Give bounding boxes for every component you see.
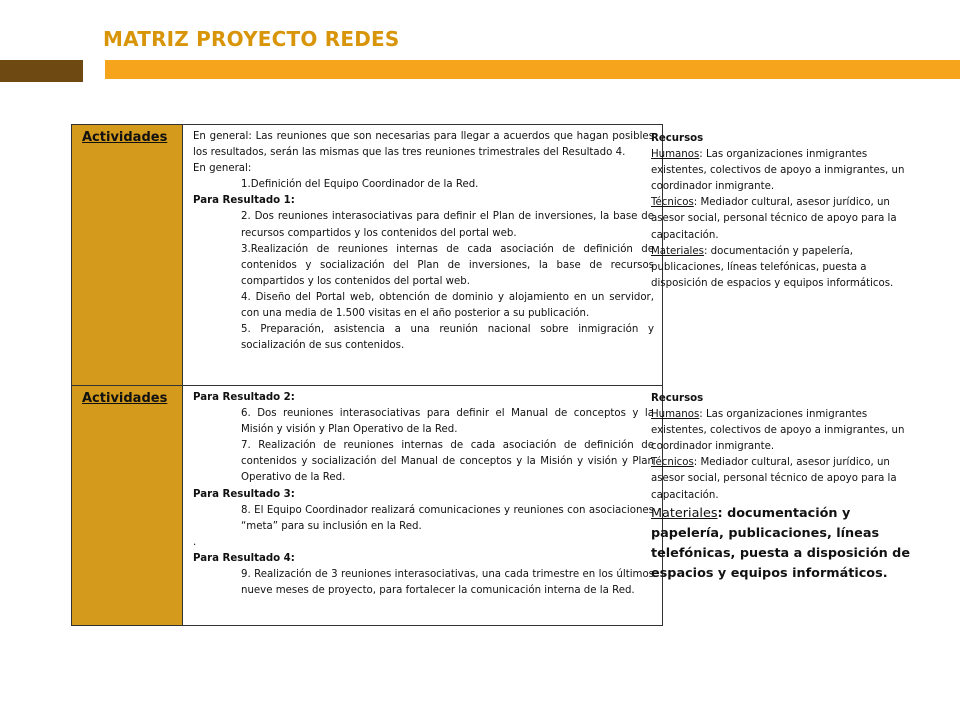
activities-cell [183,125,663,386]
activity-item: 3.Realización de reuniones internas de cada asociación de definición de contenidos y socialización del Plan de inversiones, la base de recursos compartidos y los contenidos del portal web. [241,243,654,287]
activities-table [71,124,663,626]
humanos-label: Humanos [651,149,700,161]
tecnicos-label: Técnicos [651,197,694,209]
activities-cell [183,386,663,626]
table-row [72,386,663,626]
materiales-label: Materiales [651,245,704,257]
table-row [72,125,663,386]
row-label-cell [72,386,183,626]
activity-item: 4. Diseño del Portal web, obtención de dominio y alojamiento en un servidor, con una media de 1.500 visitas en el año posterior a su publicación. [241,291,654,320]
row-label-cell [72,125,183,386]
materiales-text: : documentación y papelería, publicaciones, líneas telefónicas, puesta a disposición de espacios y equipos informáticos. [651,505,911,581]
row-label: Actividades [82,391,168,406]
result-heading: Para Resultado 2: [193,392,295,403]
humanos-text: : Las organizaciones inmigrantes existentes, colectivos de apoyo a inmigrantes, un coordinador inmigrante. [651,149,905,193]
activity-item: 1.Definición del Equipo Coordinador de la Red. [241,179,479,191]
general-heading: En general: [193,163,252,175]
resources-heading: Recursos [651,393,704,404]
resources-heading: Recursos [651,133,704,144]
resources-block [651,391,923,584]
activity-item: 7. Realización de reuniones internas de cada asociación de definición de contenidos y socialización del Manual de conceptos y la Misión y visión y Plan Operativo de la Red. [241,440,654,484]
page-title: MATRIZ PROYECTO REDES [103,27,400,51]
header-accent-block [0,60,83,82]
humanos-label: Humanos [651,409,700,421]
resources-materiales [651,244,923,292]
tecnicos-label: Técnicos [651,457,694,469]
result-heading: Para Resultado 4: [193,552,295,564]
result-heading: Para Resultado 3: [193,488,295,500]
tecnicos-text: : Mediador cultural, asesor jurídico, un asesor social, personal técnico de apoyo para la capacitación. [651,457,897,501]
activity-item: 9. Realización de 3 reuniones interasociativas, una cada trimestre en los últimos nueve meses de proyecto, para fortalecer la comunicación interna de la Red. [241,569,654,597]
materiales-label: Materiales [651,505,718,521]
activity-item: 2. Dos reuniones interasociativas para definir el Plan de inversiones, la base de recursos compartidos y los contenidos del portal web. [241,211,654,239]
resources-humanos [651,407,923,455]
resources-materiales [651,504,923,584]
activity-item: 5. Preparación, asistencia a una reunión nacional sobre inmigración y socialización de sus contenidos. [241,324,654,352]
tecnicos-text: : Mediador cultural, asesor jurídico, un asesor social, personal técnico de apoyo para la capacitación. [651,197,897,241]
result-heading: Para Resultado 1: [193,195,295,207]
resources-tecnicos [651,195,923,243]
activity-item: 6. Dos reuniones interasociativas para definir el Manual de conceptos y la Misión y visión y Plan Operativo de la Red. [241,408,654,436]
resources-tecnicos [651,455,923,503]
resources-block [651,131,923,292]
activity-item: 8. El Equipo Coordinador realizará comunicaciones y reuniones con asociaciones “meta” para su inclusión en la Red. [241,504,654,532]
separator-dot: . [193,536,197,548]
resources-humanos [651,147,923,195]
header-accent-bar [105,60,960,79]
materiales-text: : documentación y papelería, publicaciones, líneas telefónicas, puesta a disposición de espacios y equipos informáticos. [651,245,894,289]
intro-text: En general: Las reuniones que son necesarias para llegar a acuerdos que hagan posibles los resultados, serán las mismas que las tres reuniones trimestrales del Resultado 4. [193,131,654,159]
humanos-text: : Las organizaciones inmigrantes existentes, colectivos de apoyo a inmigrantes, un coordinador inmigrante. [651,409,905,453]
row-label: Actividades [82,130,168,145]
